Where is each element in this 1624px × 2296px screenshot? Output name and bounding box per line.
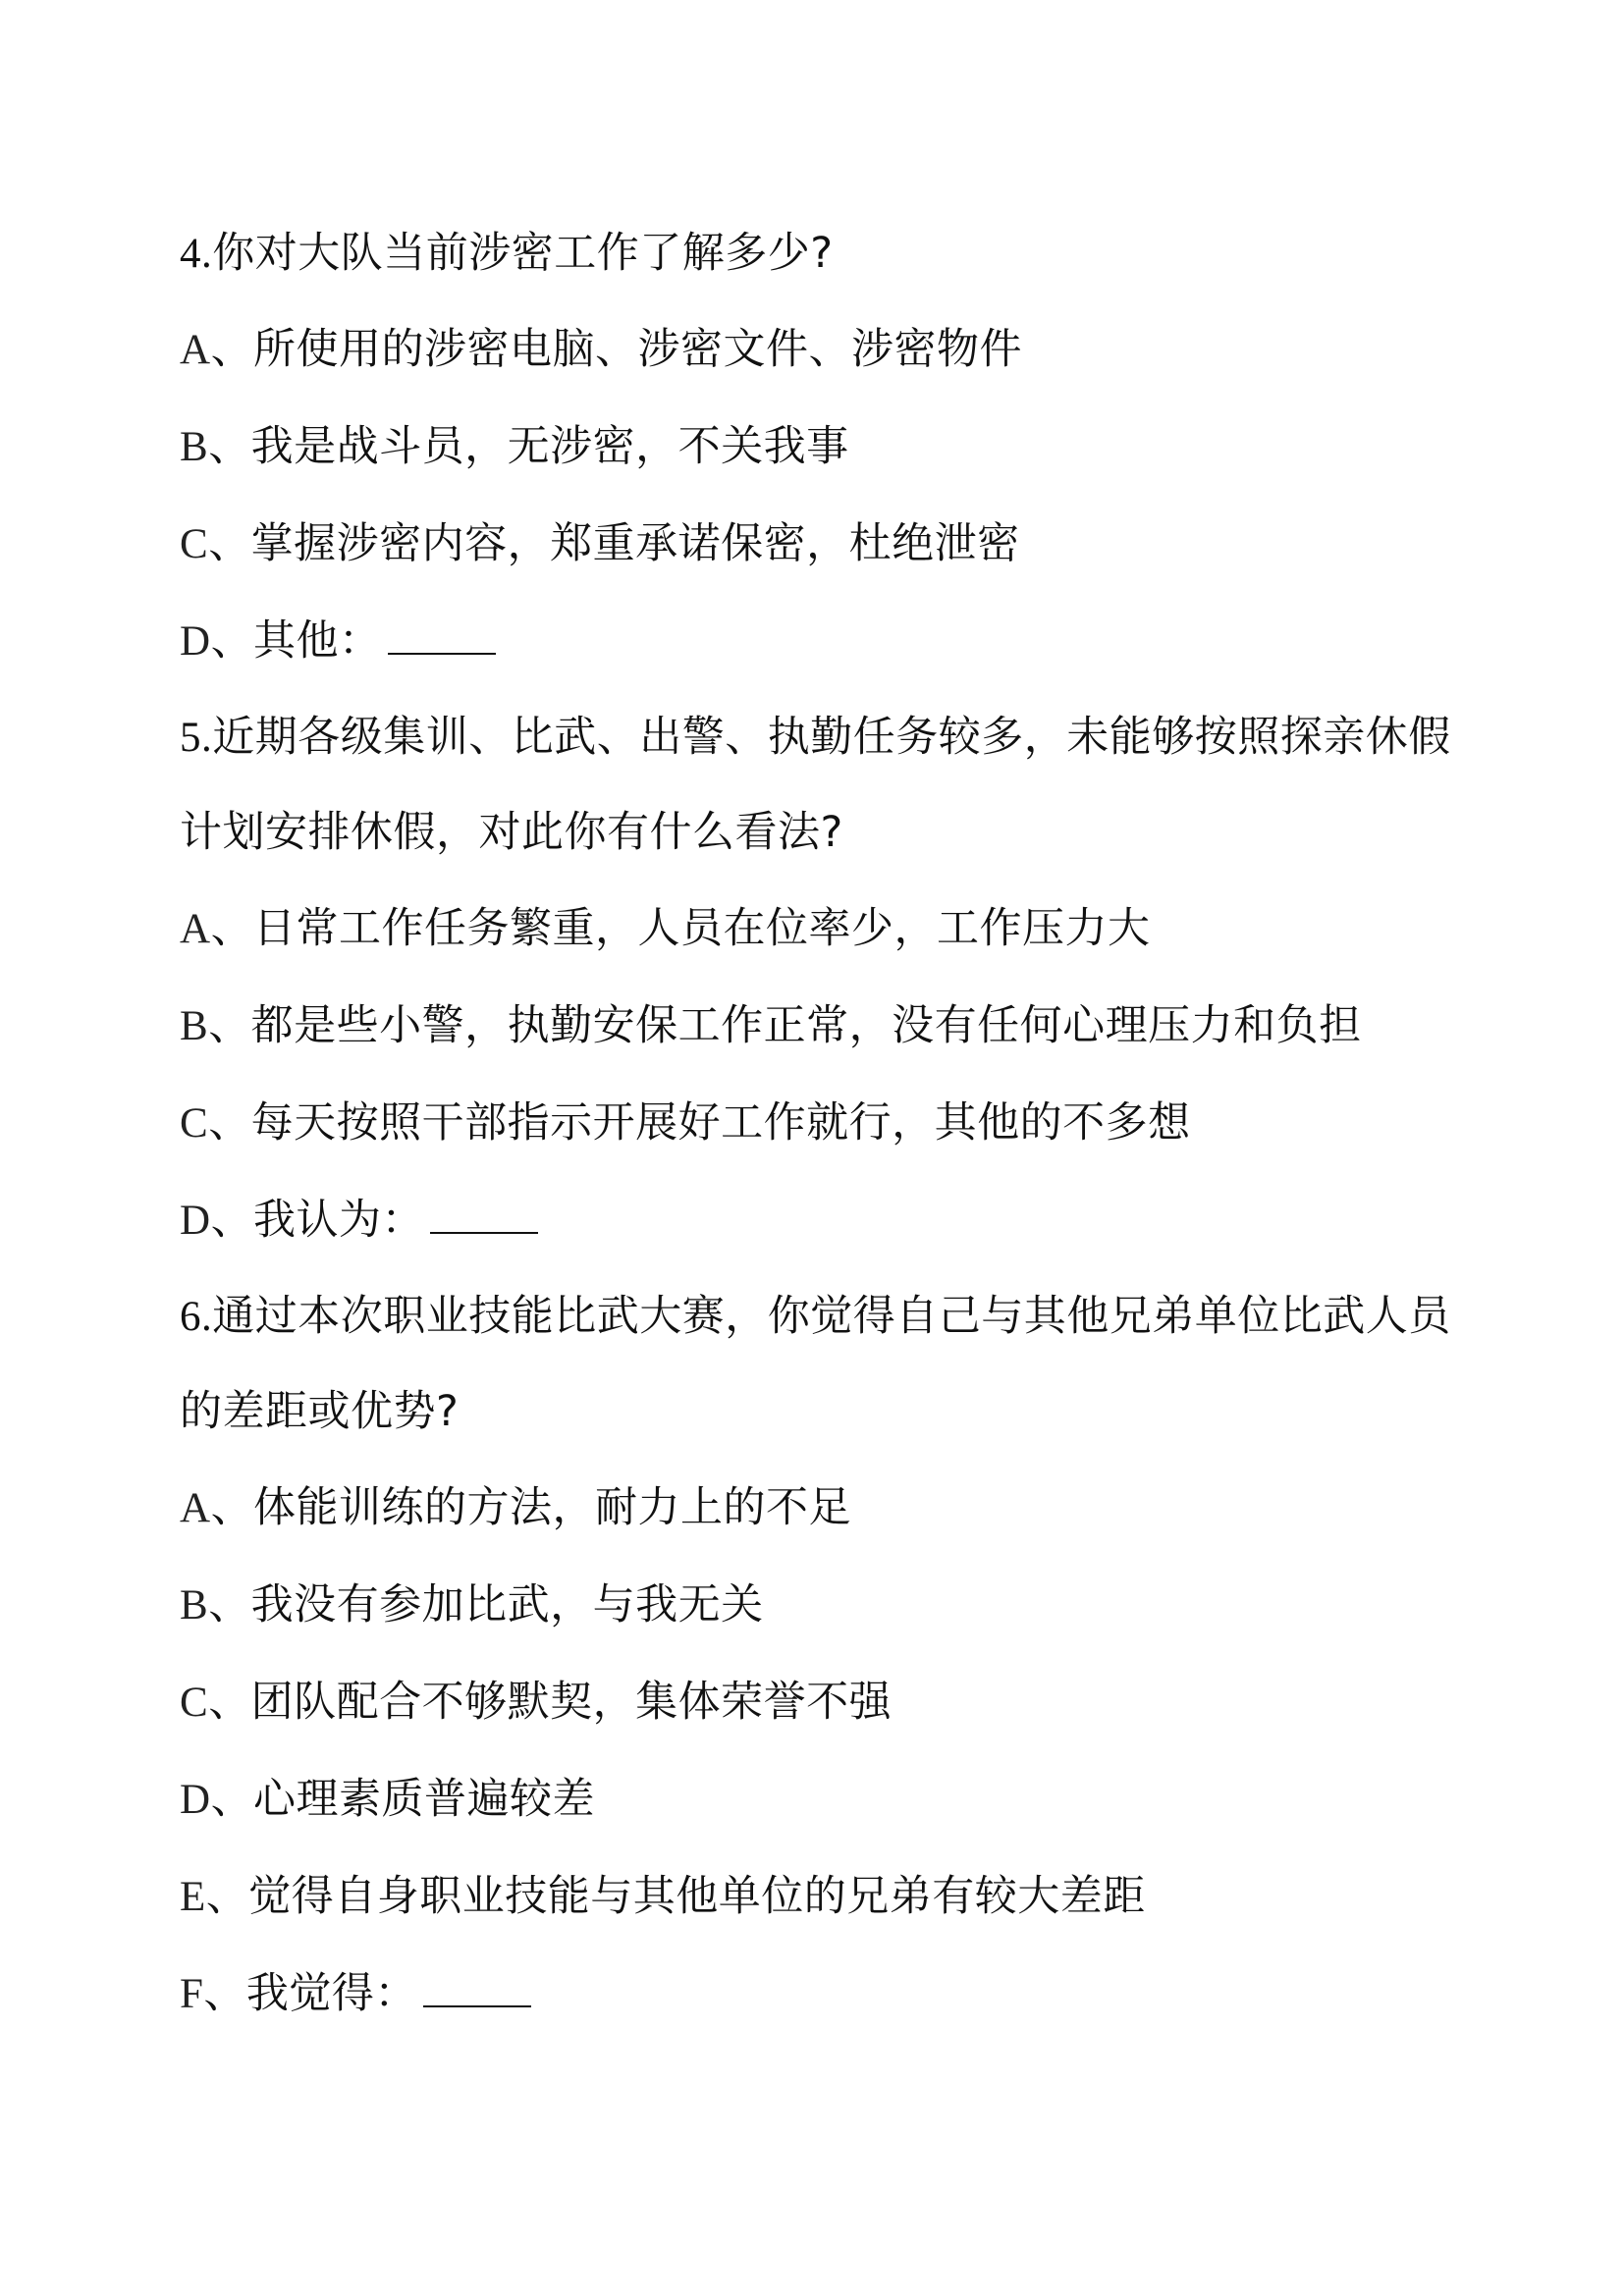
option-text: 、我是战斗员，无涉密，不关我事 <box>208 422 849 471</box>
option-text: 、团队配合不够默契，集体荣誉不强 <box>208 1678 893 1727</box>
option-letter: D <box>180 1777 211 1823</box>
option-text: 、其他： <box>210 616 382 666</box>
option-e <box>180 1848 1476 1946</box>
fill-in-blank[interactable] <box>423 1968 531 2007</box>
option-letter: A <box>180 906 211 952</box>
option-text: 、日常工作任务繁重，人员在位率少，工作压力大 <box>210 904 1151 953</box>
option-text: 、所使用的涉密电脑、涉密文件、涉密物件 <box>210 325 1023 374</box>
question-number: 5. <box>180 715 213 761</box>
question-text: 近期各级集训、比武、出警、执勤任务较多，未能够按照探亲休假计划安排休假，对此你有什么看法? <box>180 713 1451 857</box>
question-6-title <box>180 1269 1476 1460</box>
questionnaire-body <box>180 206 1476 2043</box>
question-5-title <box>180 690 1476 881</box>
option-letter: A <box>180 327 211 373</box>
question-block <box>180 1269 1476 2043</box>
question-block <box>180 206 1476 690</box>
question-block <box>180 690 1476 1269</box>
option-letter: D <box>180 1198 211 1244</box>
option-text: 、都是些小警，执勤安保工作正常，没有任何心理压力和负担 <box>208 1001 1362 1050</box>
question-text: 通过本次职业技能比武大赛，你觉得自己与其他兄弟单位比武人员的差距或优势? <box>180 1292 1451 1436</box>
option-text: 、每天按照干部指示开展好工作就行，其他的不多想 <box>208 1098 1191 1148</box>
question-text: 你对大队当前涉密工作了解多少? <box>212 229 834 278</box>
option-c <box>180 496 1476 593</box>
option-letter: B <box>180 1003 209 1049</box>
option-a <box>180 301 1476 399</box>
option-text: 、我认为： <box>210 1196 425 1245</box>
option-letter: F <box>180 1971 204 2017</box>
option-d <box>180 1751 1476 1848</box>
fill-in-blank[interactable] <box>430 1195 538 1234</box>
option-letter: B <box>180 1582 209 1629</box>
option-d <box>180 1172 1476 1269</box>
option-d <box>180 593 1476 690</box>
option-letter: C <box>180 1680 209 1726</box>
option-c <box>180 1654 1476 1751</box>
fill-in-blank[interactable] <box>388 615 496 655</box>
question-4-title <box>180 206 1476 301</box>
option-text: 、我没有参加比武，与我无关 <box>208 1580 764 1629</box>
option-text: 、掌握涉密内容，郑重承诺保密，杜绝泄密 <box>208 519 1020 568</box>
option-letter: D <box>180 618 211 665</box>
option-text: 、体能训练的方法，耐力上的不足 <box>210 1483 852 1532</box>
option-a <box>180 881 1476 978</box>
option-a <box>180 1460 1476 1557</box>
option-f <box>180 1946 1476 2043</box>
option-c <box>180 1075 1476 1172</box>
option-b <box>180 978 1476 1075</box>
option-b <box>180 399 1476 496</box>
option-text: 、我觉得： <box>203 1969 417 2018</box>
option-letter: E <box>180 1874 206 1920</box>
option-letter: C <box>180 521 209 567</box>
option-text: 、心理素质普遍较差 <box>210 1775 596 1824</box>
option-b <box>180 1557 1476 1654</box>
option-letter: B <box>180 424 209 470</box>
option-letter: C <box>180 1100 209 1147</box>
option-text: 、觉得自身职业技能与其他单位的兄弟有较大差距 <box>205 1872 1146 1921</box>
option-letter: A <box>180 1485 211 1531</box>
question-number: 6. <box>180 1294 213 1340</box>
question-number: 4. <box>180 231 213 277</box>
